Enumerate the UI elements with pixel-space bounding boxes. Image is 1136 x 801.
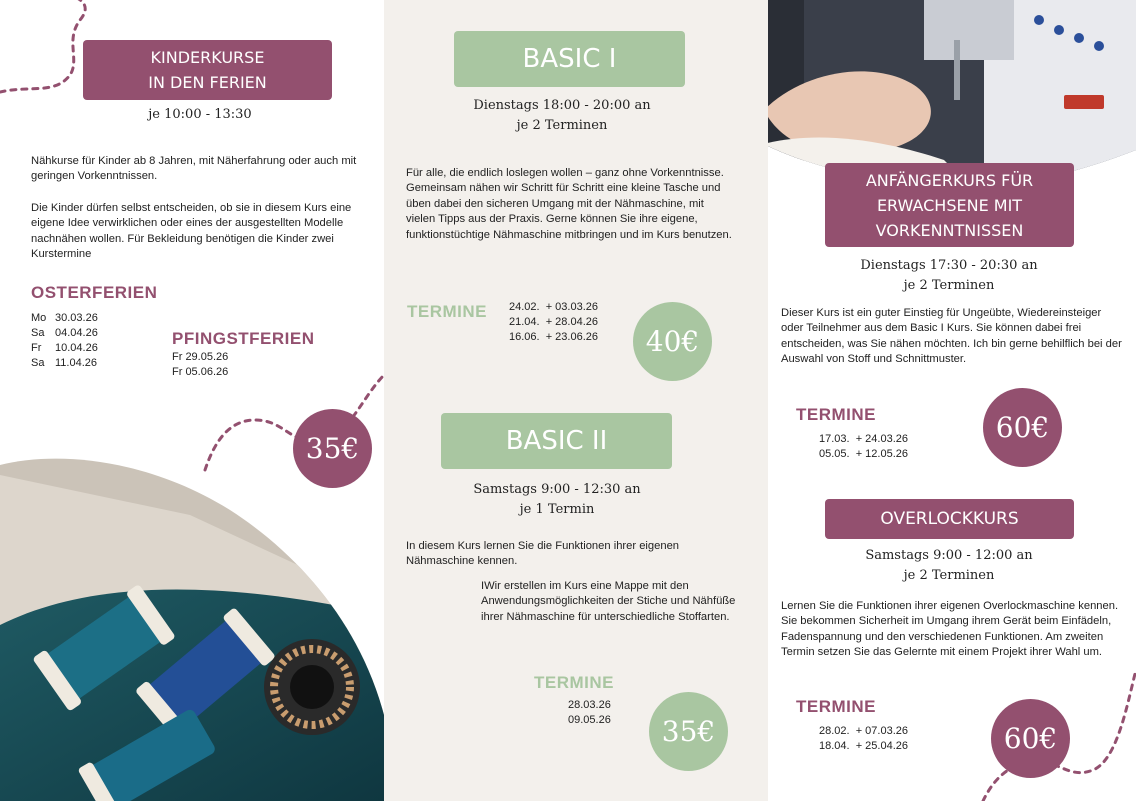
time-line: je 2 Terminen <box>516 118 608 133</box>
osterferien-dates <box>31 311 98 371</box>
basic1-dates <box>509 300 598 345</box>
time-line: je 2 Terminen <box>903 568 995 583</box>
time-line: Samstags 9:00 - 12:30 an <box>473 482 641 497</box>
time-line: Dienstags 18:00 - 20:00 an <box>473 98 651 113</box>
price-badge: 60€ <box>983 388 1062 467</box>
course-time: je 10:00 - 13:30 <box>148 107 252 122</box>
basic2-dates <box>568 698 611 728</box>
basic1-banner: BASIC I <box>454 31 685 87</box>
weekday: Sa <box>31 357 45 369</box>
anfaengerkurs-dates <box>819 432 908 462</box>
price-badge: 40€ <box>633 302 712 381</box>
date-range: 05.05. + 12.05.26 <box>819 448 908 460</box>
time-line: Dienstags 17:30 - 20:30 an <box>860 258 1038 273</box>
date-range: 28.02. + 07.03.26 <box>819 725 908 737</box>
anfaengerkurs-banner <box>825 163 1074 247</box>
date: 30.03.26 <box>55 312 98 324</box>
anfaengerkurs-time <box>831 256 1067 296</box>
basic1-description: Für alle, die endlich loslegen wollen – ganz ohne Vorkenntnisse. Gemeinsam nähen wir Schritt für Schritt eine kleine Tasche und üben dabei den sicheren Umgang mit der Nähmaschine, mit vielen Tipps aus der Praxis. Gerne können Sie ihre eigene, funktionstüchtige Nähmaschine mitbringen und im Kurs benutzen. <box>406 167 732 241</box>
basic2-description: IWir erstellen im Kurs eine Mappe mit den Anwendungsmöglichkeiten der Stiche und Nähfüße ihrer Nähmaschine für unterschiedliche Stoffarten. <box>481 580 736 623</box>
basic2-description: In diesem Kurs lernen Sie die Funktionen ihrer eigenen Nähmaschine kennen. <box>406 540 680 568</box>
time-line: je 1 Termin <box>519 502 595 517</box>
banner-line: VORKENNTNISSEN <box>875 220 1024 240</box>
date: 10.04.26 <box>55 342 98 354</box>
course-description: Die Kinder dürfen selbst entscheiden, ob sie in diesem Kurs eine eigene Idee verwirklichen oder eines der ausgestellten Modelle nachnähen wollen. Für Bekleidung benötigen die Kinder zwei Kurstermine <box>31 202 352 261</box>
overlockkurs-description: Lernen Sie die Funktionen ihrer eigenen Overlockmaschine kennen. Sie bekommen Sicherheit im Umgang ihrem Gerät beim Einfädeln, Fadenspannung und den verschiedenen Funktionen. Am zweiten Termin setzen Sie das Gelernte mit einem Projekt ihrer Wahl um. <box>781 600 1119 659</box>
pfingstferien-dates <box>172 350 228 380</box>
pfingstferien-heading: PFINGSTFERIEN <box>172 329 315 348</box>
date-range: 18.04. + 25.04.26 <box>819 740 908 752</box>
date-row <box>31 356 98 371</box>
weekday: Sa <box>31 327 45 339</box>
banner-line: ERWACHSENE MIT <box>876 195 1023 215</box>
date-row <box>31 341 98 356</box>
date-range: 24.02. + 03.03.26 <box>509 301 598 313</box>
date: Fr 29.05.26 <box>172 351 229 363</box>
termine-heading: TERMINE <box>796 405 876 424</box>
banner-line: IN DEN FERIEN <box>148 73 267 92</box>
adult-courses-panel <box>768 0 1136 801</box>
termine-heading: TERMINE <box>796 697 876 716</box>
osterferien-heading: OSTERFERIEN <box>31 283 158 302</box>
date-range: 16.06. + 23.06.26 <box>509 331 598 343</box>
termine-heading: TERMINE <box>534 673 614 692</box>
sewing-thread-spools-photo <box>0 455 384 801</box>
date: 04.04.26 <box>55 327 98 339</box>
date-row <box>31 311 98 326</box>
kinderkurse-panel <box>0 0 384 801</box>
date: Fr 05.06.26 <box>172 366 229 378</box>
date: 11.04.26 <box>55 357 98 369</box>
overlockkurs-time <box>831 546 1067 586</box>
basic2-banner: BASIC II <box>441 413 672 469</box>
date: 28.03.26 <box>568 699 611 711</box>
date-row <box>31 326 98 341</box>
basic-courses-panel <box>384 0 768 801</box>
price-badge: 35€ <box>293 409 372 488</box>
price-badge: 35€ <box>649 692 728 771</box>
basic1-time <box>444 96 680 136</box>
kinderkurse-banner <box>83 40 332 100</box>
banner-line: KINDERKURSE <box>150 48 265 67</box>
weekday: Mo <box>31 312 47 324</box>
overlockkurs-banner: OVERLOCKKURS <box>825 499 1074 539</box>
price-badge: 60€ <box>991 699 1070 778</box>
course-description: Nähkurse für Kinder ab 8 Jahren, mit Näherfahrung oder auch mit geringen Vorkenntnissen. <box>31 155 357 183</box>
anfaengerkurs-description: Dieser Kurs ist ein guter Einstieg für Ungeübte, Wiedereinsteiger oder Teilnehmer aus dem Basic I Kurs. Sie können dabei frei entscheiden, was Sie nähen möchten. Ich bin gerne behilflich bei der Auswahl von Stoff und Schnittmuster. <box>781 307 1122 366</box>
weekday: Fr <box>31 342 42 354</box>
time-line: Samstags 9:00 - 12:00 an <box>865 548 1033 563</box>
dashed-thread-decoration <box>768 640 1136 801</box>
time-line: je 2 Terminen <box>903 278 995 293</box>
banner-line: ANFÄNGERKURS FÜR <box>865 170 1034 190</box>
basic2-time <box>439 480 675 520</box>
termine-heading: TERMINE <box>407 302 487 321</box>
date-range: 21.04. + 28.04.26 <box>509 316 598 328</box>
date-range: 17.03. + 24.03.26 <box>819 433 908 445</box>
date: 09.05.26 <box>568 714 611 726</box>
